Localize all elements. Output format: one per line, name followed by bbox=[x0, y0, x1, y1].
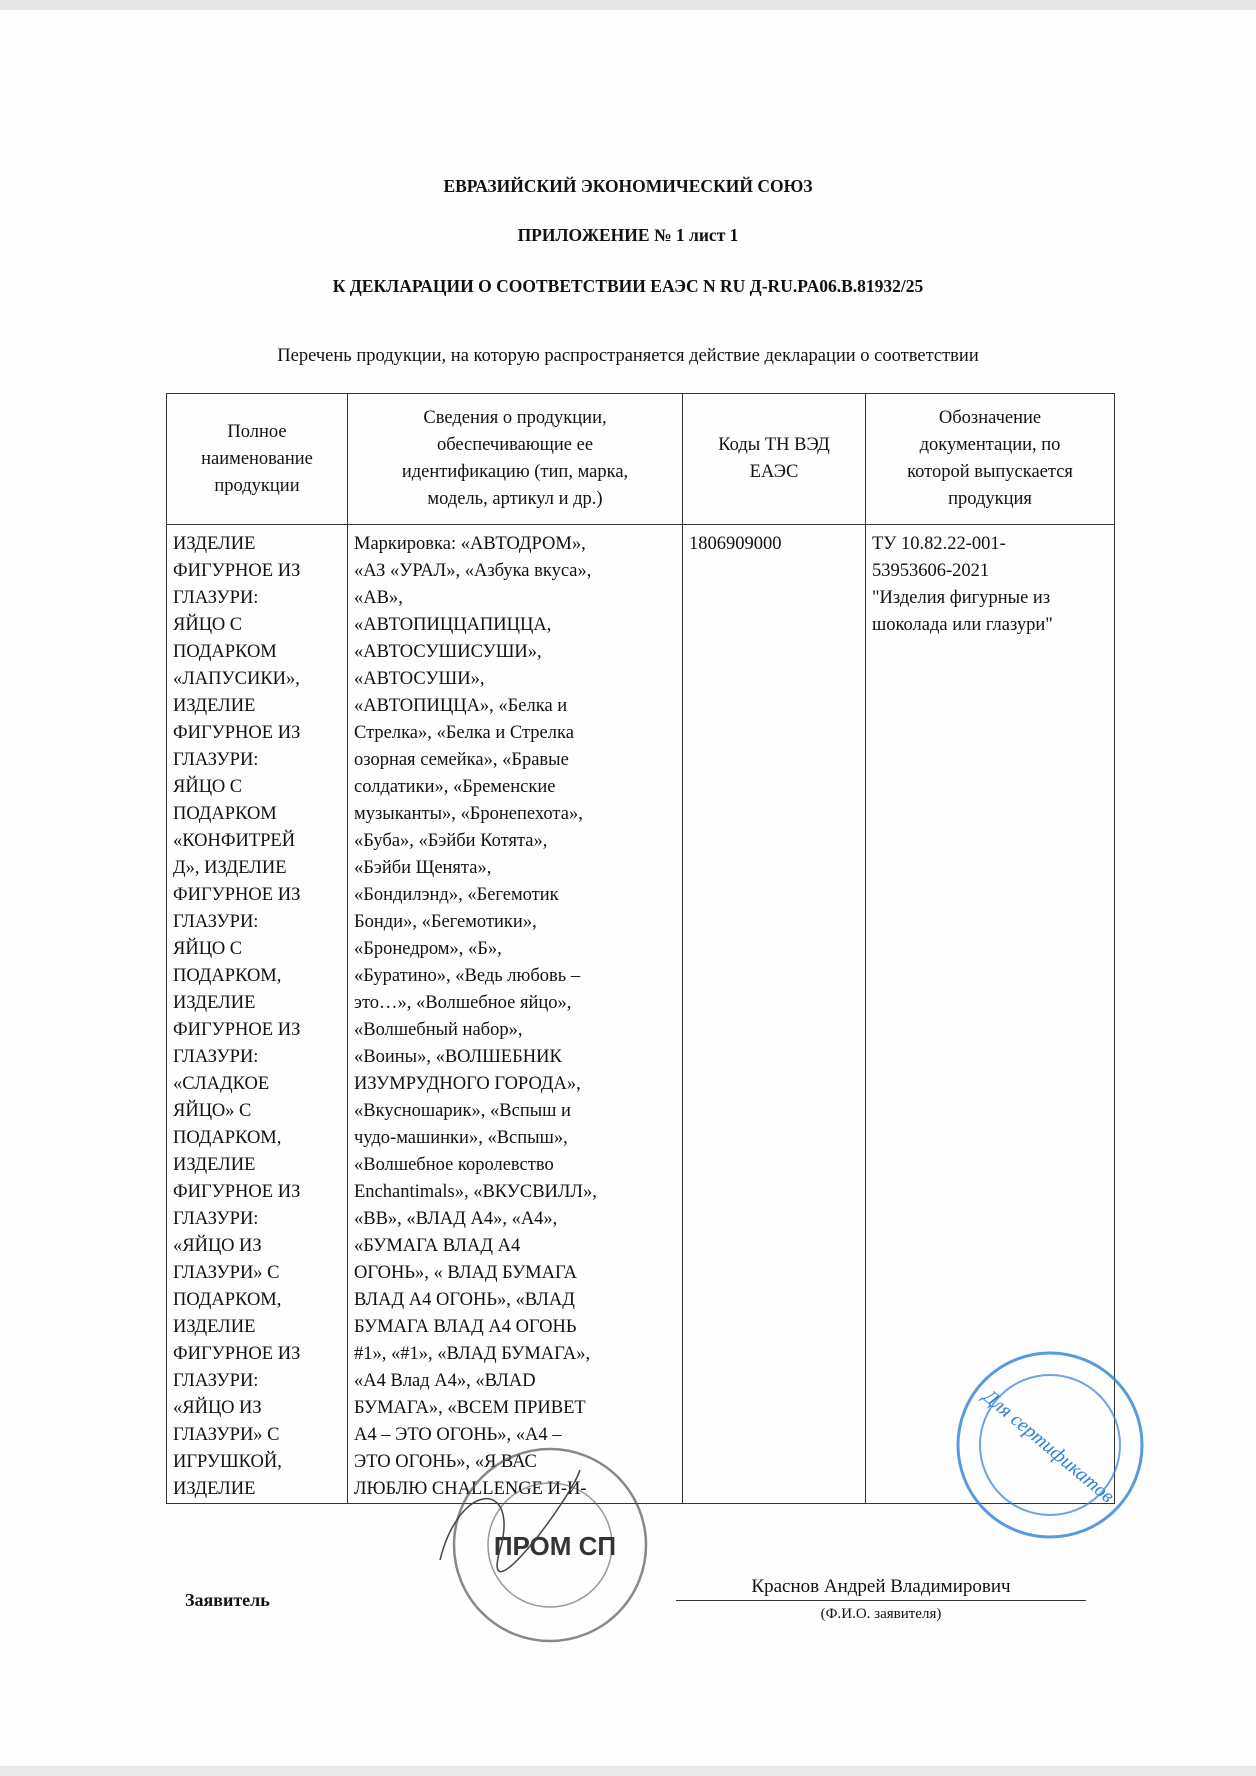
text-line: «Волшебное королевство bbox=[354, 1155, 554, 1175]
scan-edge bbox=[0, 1766, 1256, 1776]
text-line: ТУ 10.82.22-001- bbox=[872, 534, 1006, 554]
text-line: «БУМАГА ВЛАД А4 bbox=[354, 1236, 521, 1256]
text-line: ИЗДЕЛИЕ bbox=[173, 696, 256, 716]
text-line: ЯЙЦО С bbox=[173, 777, 243, 797]
text-line: ГЛАЗУРИ» С bbox=[173, 1425, 280, 1445]
scan-edge bbox=[0, 0, 1256, 10]
text-line: ИЗДЕЛИЕ bbox=[173, 1479, 256, 1499]
text-line: ПОДАРКОМ, bbox=[173, 1290, 282, 1310]
text-line: ГЛАЗУРИ: bbox=[173, 1371, 259, 1391]
text-line: ПОДАРКОМ bbox=[173, 804, 277, 824]
text-line: ФИГУРНОЕ ИЗ bbox=[173, 885, 301, 905]
text-line: идентификацию (тип, марка, bbox=[401, 462, 629, 482]
header-product-info bbox=[348, 394, 683, 525]
text-line: «АВТОСУШИСУШИ», bbox=[354, 642, 542, 662]
text-line: ИЗДЕЛИЕ bbox=[173, 993, 256, 1013]
text-line: Полное bbox=[227, 421, 287, 442]
text-line: ГЛАЗУРИ: bbox=[173, 1047, 259, 1067]
text-line: ФИГУРНОЕ ИЗ bbox=[173, 1344, 301, 1364]
text-line: документации, по bbox=[919, 435, 1061, 455]
text-line: озорная семейка», «Бравые bbox=[354, 750, 569, 770]
header-tn-ved-codes bbox=[683, 394, 866, 525]
text-line: «ЯЙЦО ИЗ bbox=[173, 1398, 262, 1418]
text-line: наименование bbox=[201, 448, 313, 469]
text-line: «А4 Влад А4», «ВЛАD bbox=[354, 1371, 536, 1391]
text-line: «АВТОПИЦЦА», «Белка и bbox=[354, 696, 568, 716]
text-line: ЯЙЦО С bbox=[173, 615, 243, 635]
text-line: «КОНФИТРЕЙ bbox=[173, 831, 296, 851]
appendix-title: ПРИЛОЖЕНИЕ № 1 лист 1 bbox=[517, 225, 739, 245]
text-line: БУМАГА», «ВСЕМ ПРИВЕТ bbox=[354, 1398, 586, 1418]
text-line: Бонди», «Бегемотики», bbox=[354, 912, 537, 932]
text-line: 53953606-2021 bbox=[872, 561, 990, 581]
text-line: "Изделия фигурные из bbox=[872, 588, 1051, 608]
text-line: #1», «#1», «ВЛАД БУМАГА», bbox=[354, 1344, 591, 1364]
text-line: ЛЮБЛЮ CHALLENGE И-И- bbox=[354, 1479, 587, 1499]
text-line: музыканты», «Бронепехота», bbox=[354, 804, 583, 824]
text-line: «Воины», «ВОЛШЕБНИК bbox=[354, 1047, 562, 1067]
text-line: ГЛАЗУРИ: bbox=[173, 750, 259, 770]
header-documentation bbox=[866, 394, 1115, 525]
company-stamp-blue bbox=[950, 1345, 1150, 1545]
text-line: чудо-машинки», «Вспыш», bbox=[354, 1128, 568, 1148]
text-line: ФИГУРНОЕ ИЗ bbox=[173, 561, 301, 581]
text-line: Сведения о продукции, bbox=[423, 408, 607, 428]
text-line: Обозначение bbox=[938, 408, 1042, 428]
text-line: ИЗУМРУДНОГО ГОРОДА», bbox=[354, 1074, 581, 1094]
products-table bbox=[166, 393, 1115, 1504]
text-line: ИГРУШКОЙ, bbox=[173, 1452, 282, 1472]
text-line: ФИГУРНОЕ ИЗ bbox=[173, 723, 301, 743]
text-line: ГЛАЗУРИ: bbox=[173, 588, 259, 608]
text-line: «АЗ «УРАЛ», «Азбука вкуса», bbox=[354, 561, 592, 581]
header-full-name bbox=[167, 394, 348, 525]
list-subtitle: Перечень продукции, на которую распространяется действие декларации о соответствии bbox=[277, 346, 979, 366]
declaration-title: К ДЕКЛАРАЦИИ О СООТВЕТСТВИИ ЕАЭС N RU Д-RU.PA06.B.81932/25 bbox=[332, 276, 924, 296]
text-line: А4 – ЭТО ОГОНЬ», «А4 – bbox=[354, 1425, 562, 1445]
text-line: продукции bbox=[214, 475, 300, 496]
applicant-name: Краснов Андрей Владимирович bbox=[676, 1576, 1086, 1601]
text-line: «Буратино», «Ведь любовь – bbox=[354, 966, 581, 986]
text-line: «Бондилэнд», «Бегемотик bbox=[354, 885, 559, 905]
cell-product-details bbox=[348, 525, 683, 1504]
text-line: которой выпускается bbox=[907, 462, 1073, 482]
text-line: ИЗДЕЛИЕ bbox=[173, 534, 256, 554]
text-line: Д», ИЗДЕЛИЕ bbox=[173, 858, 287, 878]
text-line: «Бронедром», «Б», bbox=[354, 939, 502, 959]
text-line: Стрелка», «Белка и Стрелка bbox=[354, 723, 574, 743]
company-stamp-gray bbox=[430, 1440, 660, 1650]
text-line: ПОДАРКОМ, bbox=[173, 966, 282, 986]
text-line: обеспечивающие ее bbox=[436, 435, 594, 455]
text-line: ВЛАД А4 ОГОНЬ», «ВЛАД bbox=[354, 1290, 575, 1310]
text-line: ФИГУРНОЕ ИЗ bbox=[173, 1020, 301, 1040]
text-line: Enchantimals», «ВКУСВИЛЛ», bbox=[354, 1182, 597, 1202]
text-line: ЭТО ОГОНЬ», «Я ВАС bbox=[354, 1452, 537, 1472]
text-line: ГЛАЗУРИ» С bbox=[173, 1263, 280, 1283]
text-line: «АВ», bbox=[354, 588, 403, 608]
svg-text:ПРОМ СП: ПРОМ СП bbox=[493, 1531, 617, 1561]
table-header-row bbox=[167, 394, 1115, 525]
text-line: солдатики», «Бременские bbox=[354, 777, 556, 797]
text-line: «СЛАДКОЕ bbox=[173, 1074, 270, 1094]
text-line: модель, артикул и др.) bbox=[427, 489, 603, 509]
text-line: Коды ТН ВЭД bbox=[718, 435, 830, 455]
text-line: «АВТОСУШИ», bbox=[354, 669, 485, 689]
applicant-label: Заявитель bbox=[185, 1590, 270, 1610]
text-line: ГЛАЗУРИ: bbox=[173, 912, 259, 932]
text-line: «Буба», «Бэйби Котята», bbox=[354, 831, 548, 851]
text-line: ГЛАЗУРИ: bbox=[173, 1209, 259, 1229]
text-line: шоколада или глазури" bbox=[872, 615, 1053, 635]
text-line: это…», «Волшебное яйцо», bbox=[354, 993, 572, 1013]
text-line: ЯЙЦО» С bbox=[173, 1101, 252, 1121]
text-line: ИЗДЕЛИЕ bbox=[173, 1155, 256, 1175]
text-line: ИЗДЕЛИЕ bbox=[173, 1317, 256, 1337]
text-line: «Бэйби Щенята», bbox=[354, 858, 492, 878]
text-line: Маркировка: «АВТОДРОМ», bbox=[354, 534, 586, 554]
text-line: ПОДАРКОМ, bbox=[173, 1128, 282, 1148]
text-line: «ЯЙЦО ИЗ bbox=[173, 1236, 262, 1256]
text-line: ФИГУРНОЕ ИЗ bbox=[173, 1182, 301, 1202]
cell-product-name bbox=[167, 525, 348, 1504]
fio-caption: (Ф.И.О. заявителя) bbox=[820, 1606, 942, 1622]
text-line: продукция bbox=[948, 489, 1032, 509]
text-line: БУМАГА ВЛАД А4 ОГОНЬ bbox=[354, 1317, 577, 1337]
text-line: «Вкусношарик», «Вспыш и bbox=[354, 1101, 571, 1121]
text-line: ЕАЭС bbox=[749, 462, 799, 482]
text-line: ОГОНЬ», « ВЛАД БУМАГА bbox=[354, 1263, 578, 1283]
text-line: «АВТОПИЦЦАПИЦЦА, bbox=[354, 615, 552, 635]
text-line: «ВВ», «ВЛАД А4», «А4», bbox=[354, 1209, 558, 1229]
union-title: ЕВРАЗИЙСКИЙ ЭКОНОМИЧЕСКИЙ СОЮЗ bbox=[443, 176, 813, 196]
svg-text:Для сертификатов: Для сертификатов bbox=[978, 1385, 1119, 1508]
text-line: «Волшебный набор», bbox=[354, 1020, 523, 1040]
cell-tn-ved-code: 1806909000 bbox=[683, 525, 866, 1504]
text-line: ЯЙЦО С bbox=[173, 939, 243, 959]
text-line: ПОДАРКОМ bbox=[173, 642, 277, 662]
text-line: «ЛАПУСИКИ», bbox=[173, 669, 300, 689]
